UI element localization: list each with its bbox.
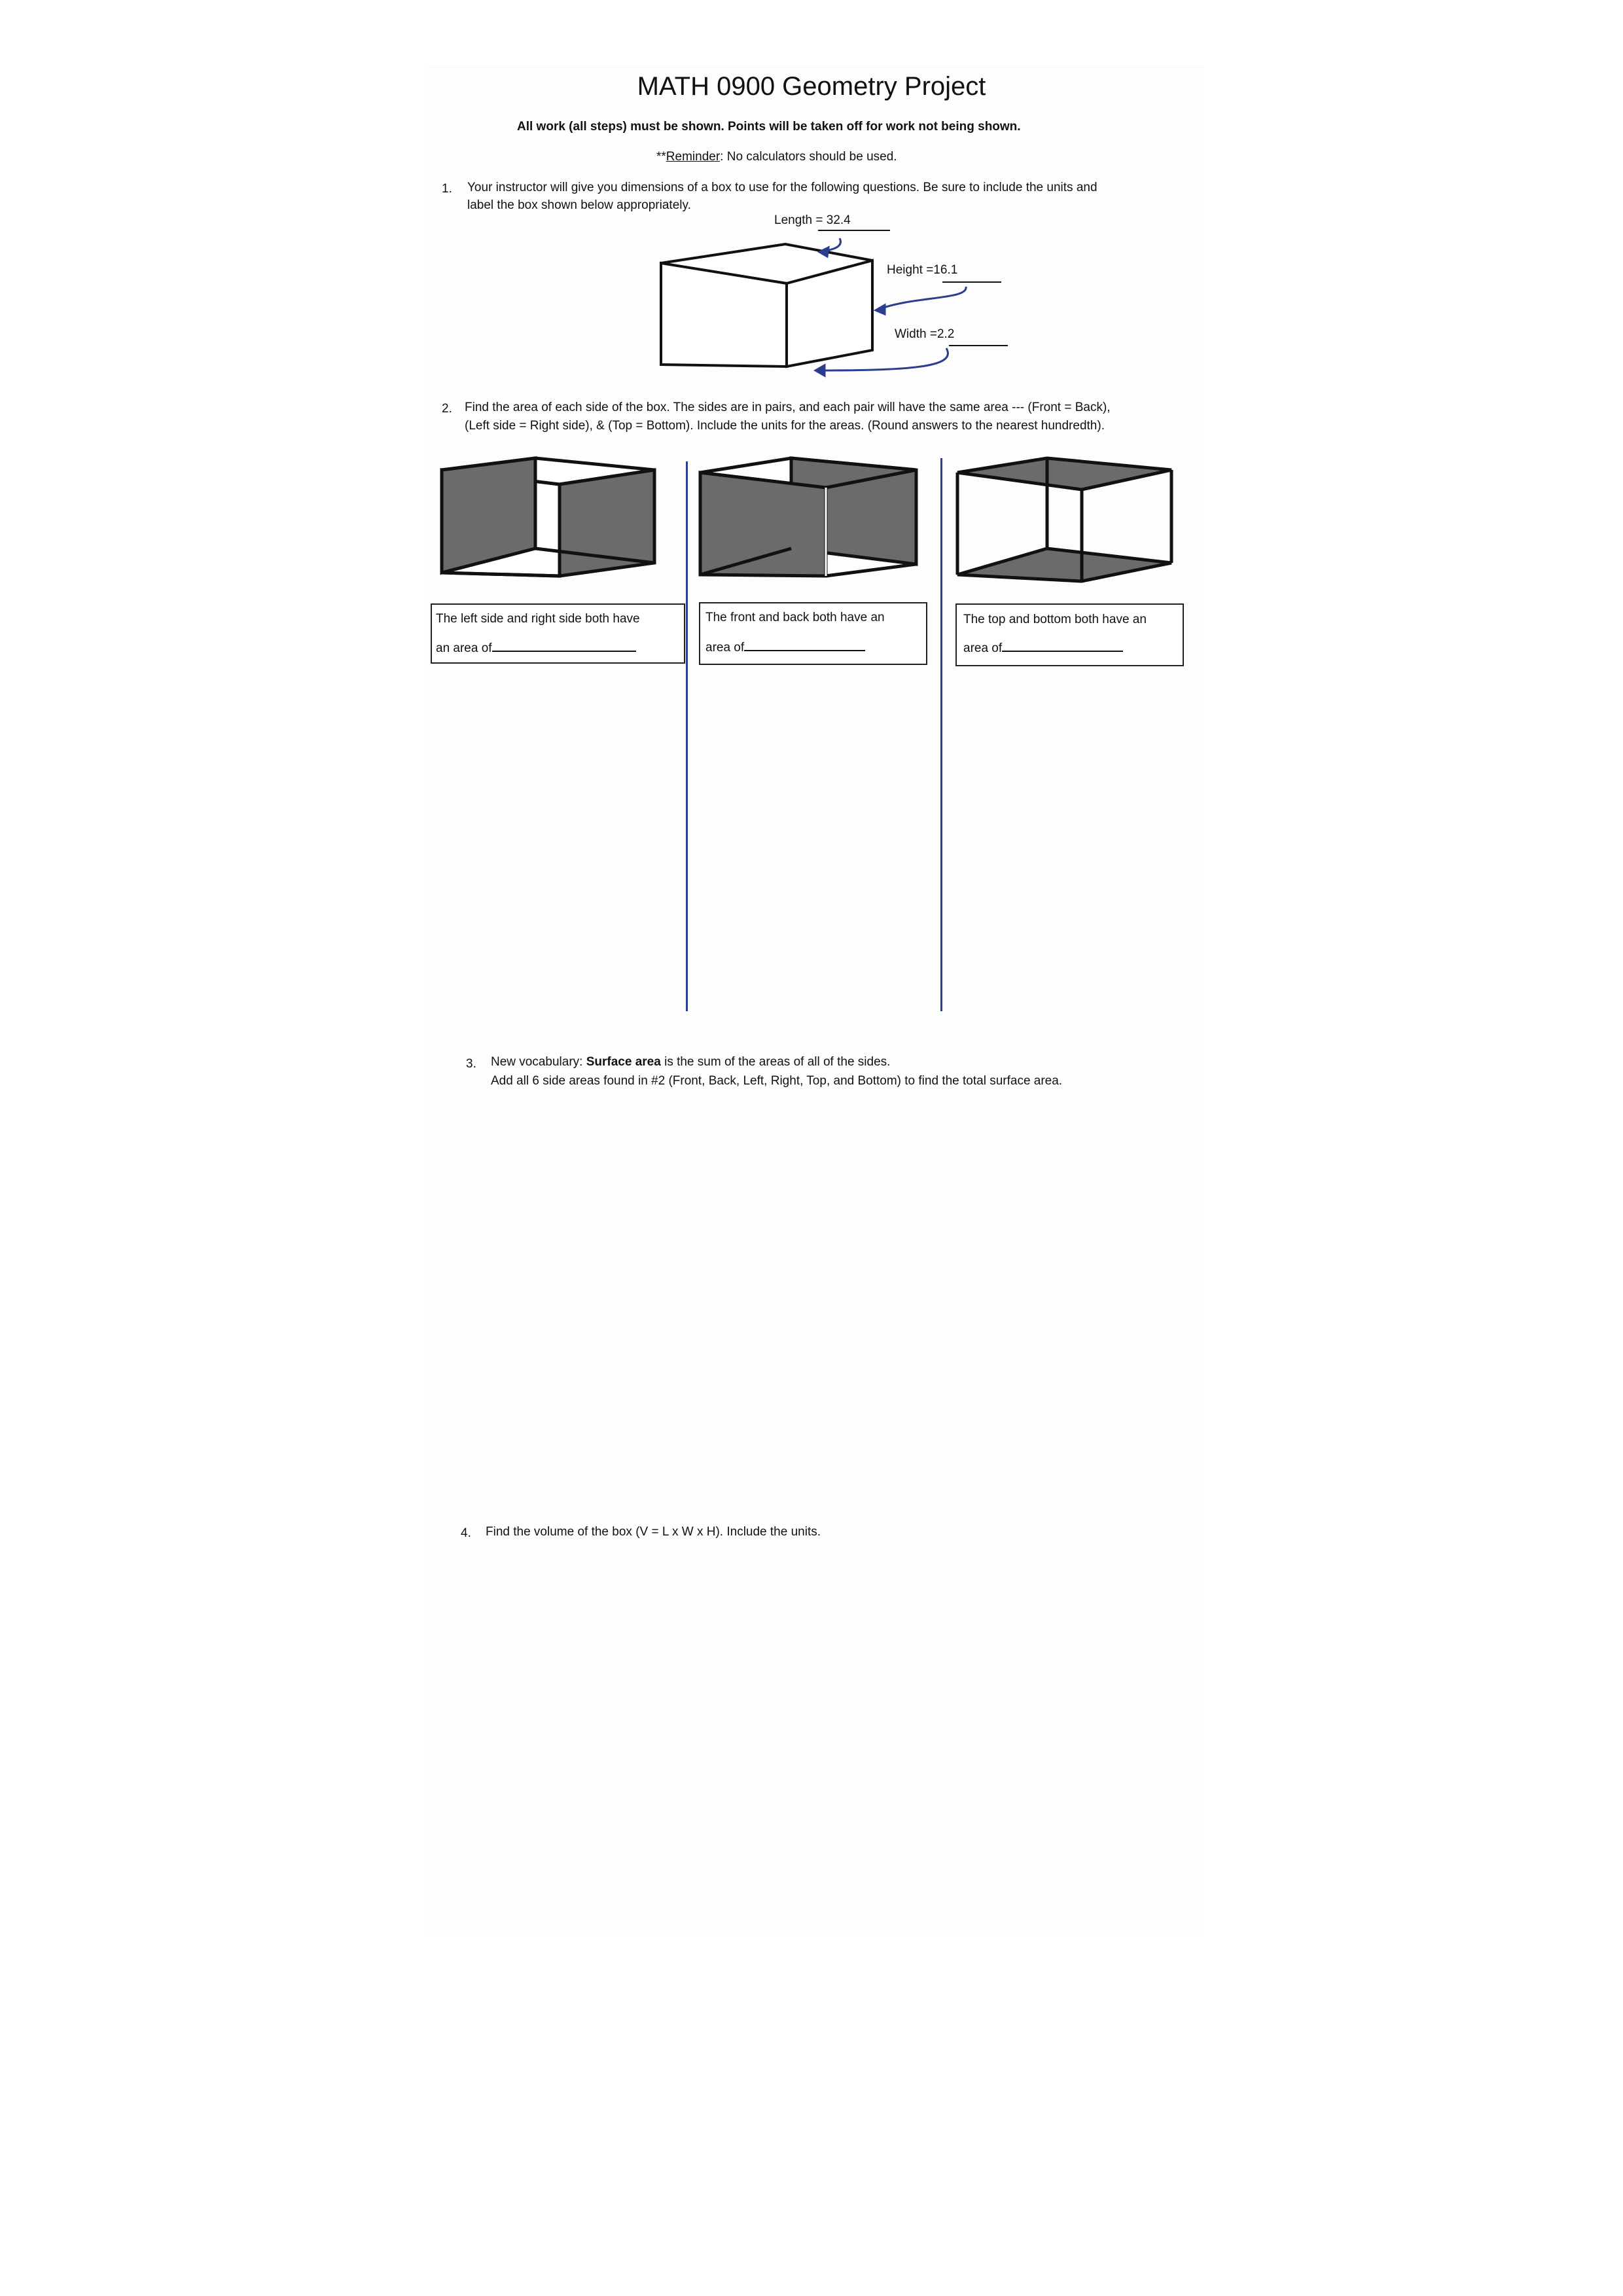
box-front-back-shaded: [700, 458, 916, 576]
q3-text-line2: Add all 6 side areas found in #2 (Front, Back, Left, Right, Top, and Bottom) to find the total surface area.: [491, 1074, 1063, 1088]
height-label: Height =16.1: [887, 263, 958, 277]
answer-top-bottom-line2: area of: [963, 641, 1123, 656]
answer-top-bottom-line1: The top and bottom both have an: [963, 613, 1147, 626]
q1-number: 1.: [442, 182, 452, 196]
q4-number: 4.: [461, 1526, 471, 1540]
answer-front-back-line2: area of: [705, 641, 865, 655]
front-side-shade: [700, 473, 826, 576]
reminder: **Reminder: No calculators should be used.: [656, 150, 897, 164]
reminder-label: Reminder: [666, 150, 721, 164]
answer-left-right-line2: an area of: [436, 641, 636, 656]
top-side-shade: [957, 458, 1171, 490]
q2-text-line1: Find the area of each side of the box. The sides are in pairs, and each pair will have the same area --- (Front = Back),: [465, 401, 1111, 414]
answer-left-right-blank[interactable]: [492, 651, 636, 652]
answer-front-back-line1: The front and back both have an: [705, 611, 885, 624]
answer-left-right-line1: The left side and right side both have: [436, 612, 640, 626]
width-label: Width =2.2: [895, 327, 955, 341]
answer-front-back-blank[interactable]: [744, 650, 865, 651]
page-title: MATH 0900 Geometry Project: [637, 72, 986, 101]
surface-area-term: Surface area: [586, 1055, 661, 1069]
bottom-side-shade: [957, 548, 1171, 581]
q2-text-line2: (Left side = Right side), & (Top = Bottom). Include the units for the areas. (Round answers to the nearest hundredth).: [465, 419, 1105, 433]
q3-text-line1: New vocabulary: Surface area is the sum of the areas of all of the sides.: [491, 1055, 891, 1069]
q1-text-line2: label the box shown below appropriately.: [467, 198, 691, 212]
q2-number: 2.: [442, 402, 452, 416]
answer-top-bottom-blank[interactable]: [1002, 651, 1123, 652]
instructions: All work (all steps) must be shown. Points will be taken off for work not being shown.: [517, 120, 1021, 134]
length-label: Length = 32.4: [774, 213, 851, 227]
q1-text-line1: Your instructor will give you dimensions of a box to use for the following questions. Be sure to include the units and: [467, 181, 1097, 194]
q4-text: Find the volume of the box (V = L x W x H). Include the units.: [486, 1525, 821, 1539]
box-left-right-shaded: [442, 458, 654, 576]
box-top-bottom-shaded: [957, 458, 1171, 581]
q3-number: 3.: [466, 1057, 476, 1071]
